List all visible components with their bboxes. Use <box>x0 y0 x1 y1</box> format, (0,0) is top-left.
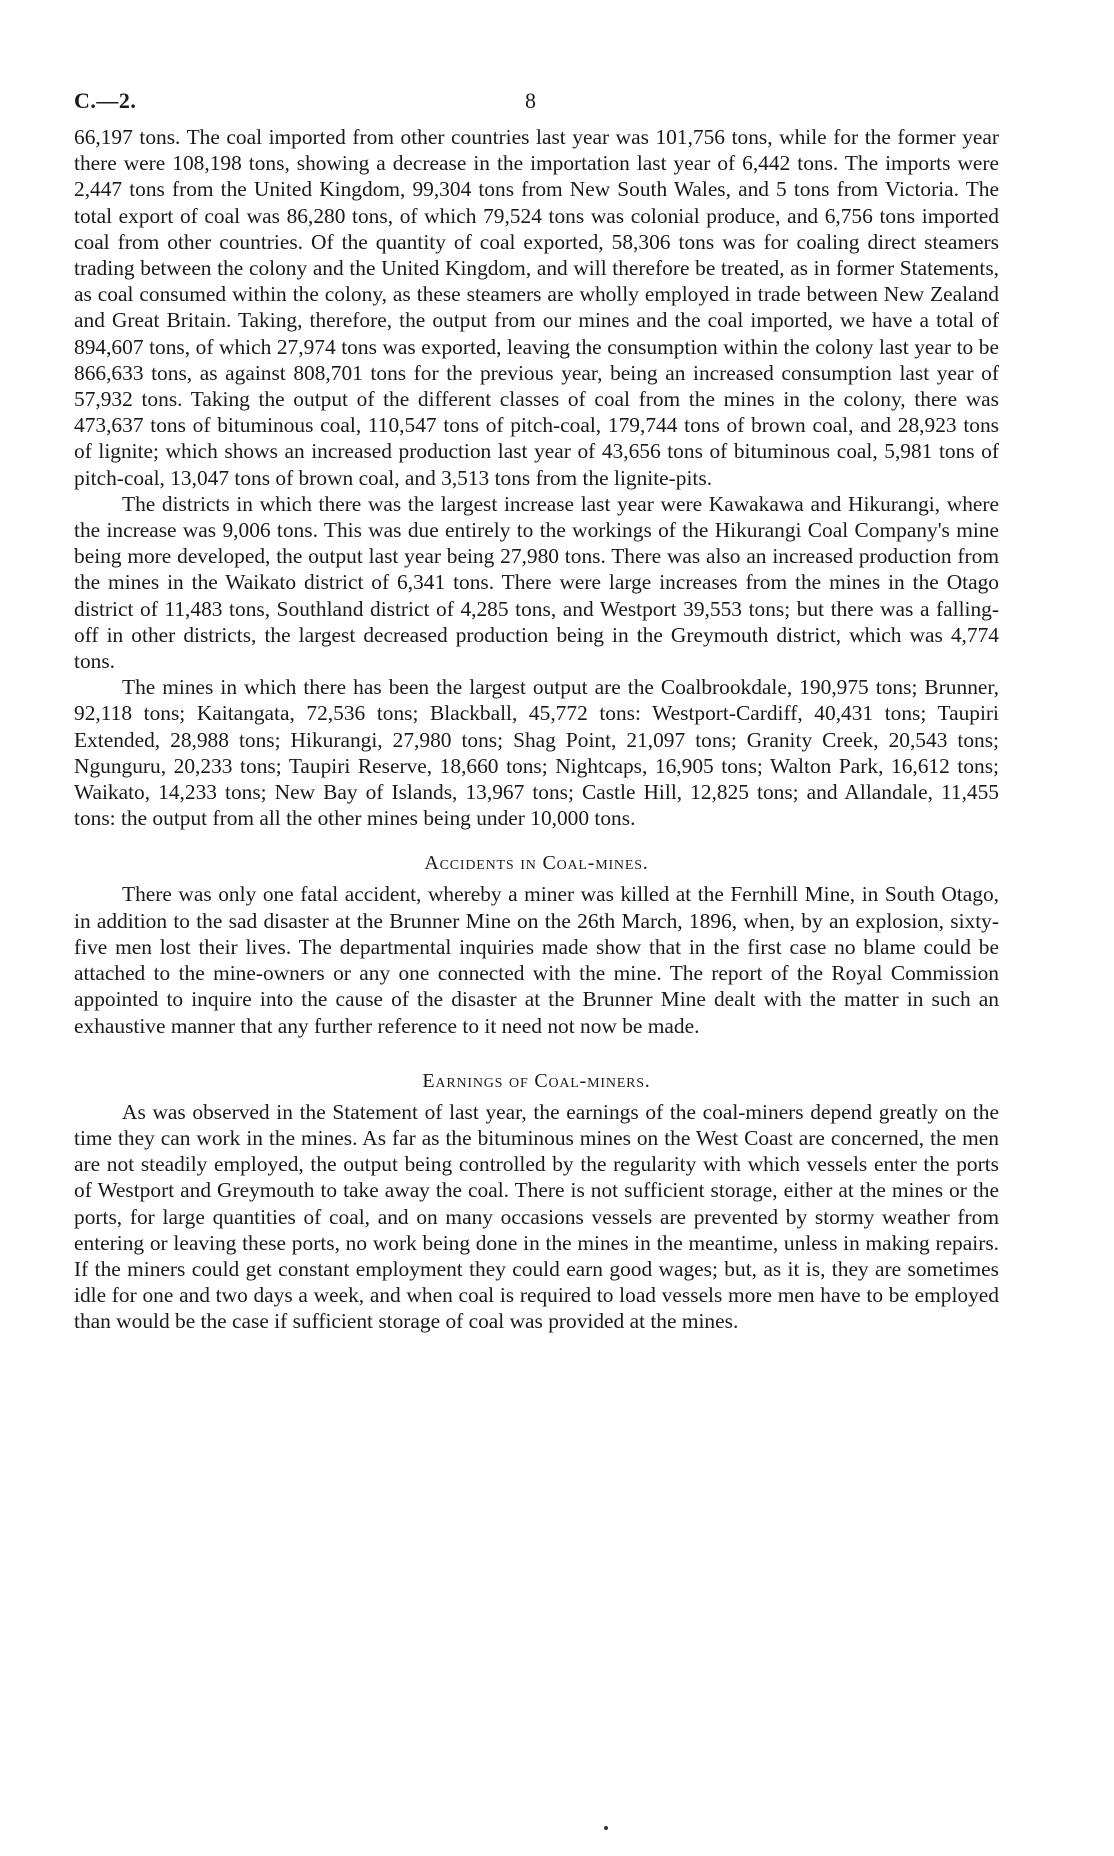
page-header <box>74 88 999 124</box>
paragraph-accidents: There was only one fatal accident, whereby a miner was killed at the Fernhill Mine, in South Otago, in addition to the sad disaster at the Brunner Mine on the 26th March, 1896, when, by an explosion, sixty-five men lost their lives. The departmental inquiries made show that in the first case no blame could be attached to the mine-owners or any one connected with the mine. The report of the Royal Commission appointed to inquire into the cause of the disaster at the Brunner Mine dealt with the matter in such an exhaustive manner that any further reference to it need not now be made. <box>74 882 999 1038</box>
document-reference: C.—2. <box>74 88 137 113</box>
document-page <box>74 88 999 1335</box>
paragraph-coal-imports: 66,197 tons. The coal imported from other countries last year was 101,756 tons, while for the former year there were 108,198 tons, showing a decrease in the importation last year of 6,442 tons. The imports were 2,447 tons from the United Kingdom, 99,304 tons from New South Wales, and 5 tons from Victoria. The total export of coal was 86,280 tons, of which 79,524 tons was colonial produce, and 6,756 tons imported coal from other countries. Of the quantity of coal exported, 58,306 tons was for coaling direct steamers trading between the colony and the United Kingdom, and will therefore be treated, as in former Statements, as coal consumed within the colony, as these steamers are wholly employed in trade between New Zealand and Great Britain. Taking, therefore, the output from our mines and the coal imported, we have a total of 894,607 tons, of which 27,974 tons was exported, leaving the consumption within the colony last year to be 866,633 tons, as against 808,701 tons for the previous year, being an increased consumption last year of 57,932 tons. Taking the output of the different classes of coal from the mines in the colony, there was 473,637 tons of bituminous coal, 110,547 tons of pitch-coal, 179,744 tons of brown coal, and 28,923 tons of lignite; which shows an increased production last year of 43,656 tons of bituminous coal, 5,981 tons of pitch-coal, 13,047 tons of brown coal, and 3,513 tons from the lignite-pits. <box>74 125 999 490</box>
paragraph-largest-output-mines: The mines in which there has been the largest output are the Coalbrookdale, 190,975 tons; Brunner, 92,118 tons; Kaitangata, 72,536 tons; Blackball, 45,772 tons: Westport-Cardiff, 40,431 tons; Taupiri Extended, 28,988 tons; Hikurangi, 27,980 tons; Shag Point, 21,097 tons; Granity Creek, 20,543 tons; Ngunguru, 20,233 tons; Taupiri Reserve, 18,660 tons; Nightcaps, 16,905 tons; Walton Park, 16,612 tons; Waikato, 14,233 tons; New Bay of Islands, 13,967 tons; Castle Hill, 12,825 tons; and Allandale, 11,455 tons: the output from all the other mines being under 10,000 tons. <box>74 675 999 831</box>
page-number: 8 <box>525 88 536 113</box>
section-heading-accidents: Accidents in Coal-mines. <box>424 852 649 875</box>
page-speck <box>604 1826 608 1830</box>
paragraph-earnings: As was observed in the Statement of last year, the earnings of the coal-miners depend greatly on the time they can work in the mines. As far as the bituminous mines on the West Coast are concerned, the men are not steadily employed, the output being controlled by the regularity with which vessels enter the ports of Westport and Greymouth to take away the coal. There is not sufficient storage, either at the mines or the ports, for large quantities of coal, and on many occasions vessels are prevented by stormy weather from entering or leaving these ports, no work being done in the mines in the meantime, unless in making repairs. If the miners could get constant employment they could earn good wages; but, as it is, they are sometimes idle for one and two days a week, and when coal is required to load vessels more men have to be employed than would be the case if sufficient storage of coal was provided at the mines. <box>74 1099 999 1334</box>
paragraph-district-increases: The districts in which there was the largest increase last year were Kawakawa and Hikurangi, where the increase was 9,006 tons. This was due entirely to the workings of the Hikurangi Coal Company's mine being more developed, the output last year being 27,980 tons. There was also an increased production from the mines in the Waikato district of 6,341 tons. There were large increases from the mines in the Otago district of 11,483 tons, Southland district of 4,285 tons, and Westport 39,553 tons; but there was a falling-off in other districts, the largest decreased production being in the Greymouth district, which was 4,774 tons. <box>74 491 999 674</box>
section-heading-earnings: Earnings of Coal-miners. <box>422 1069 651 1092</box>
